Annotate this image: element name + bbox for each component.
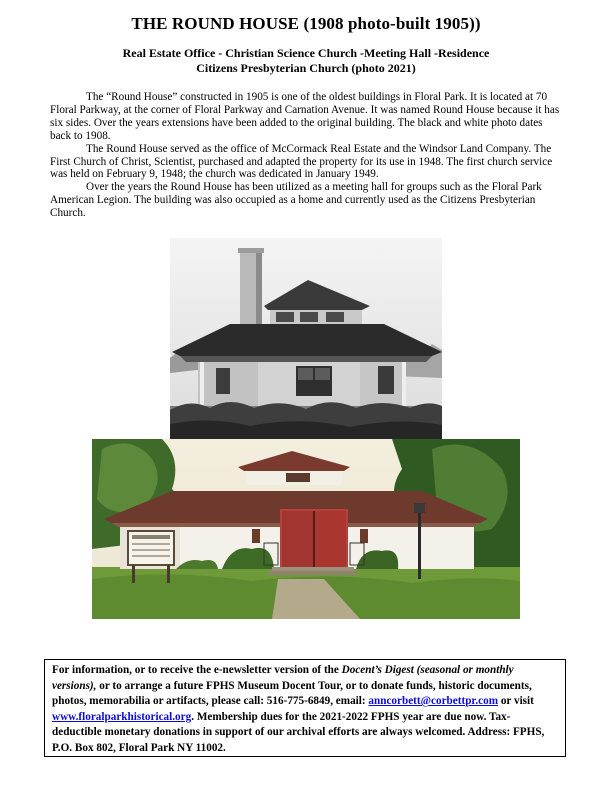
paragraph-3: Over the years the Round House has been utilized as a meeting hall for groups such as the Floral Park American Legion. The building was also occupied as a home and currently used as the Citizens Presbyterian Church. bbox=[50, 181, 542, 220]
info-text-3: or visit bbox=[498, 695, 534, 708]
info-text-2: or to arrange a future FPHS Museum Docent Tour, or to donate funds, historic documents, photos, memorabilia or artifacts, please call: 516-775-6849, email: bbox=[52, 679, 532, 708]
photo-1908-round-house bbox=[170, 238, 442, 439]
subtitle-line-1: Real Estate Office - Christian Science Church -Meeting Hall -Residence bbox=[122, 46, 490, 60]
photo-2021-image bbox=[92, 439, 520, 619]
article-body bbox=[50, 91, 562, 220]
info-text-4: . Membership dues for the 2021-2022 FPHS year are due now. Tax-deductible monetary donations in support of our archival efforts are always welcomed. Address: FPHS, P.O. Box 802, Floral Park NY 11002. bbox=[52, 710, 545, 754]
subtitle-line-2: Citizens Presbyterian Church (photo 2021) bbox=[196, 61, 416, 75]
photo-1908-image bbox=[170, 238, 442, 439]
info-italic-digest: Docent’s Digest (seasonal or monthly versions), bbox=[52, 664, 514, 692]
website-link[interactable]: www.floralparkhistorical.org bbox=[52, 710, 192, 723]
photo-2021-citizens-presbyterian-church bbox=[92, 439, 520, 619]
page-subtitle bbox=[0, 46, 612, 76]
contact-info-box bbox=[44, 659, 566, 757]
info-text-1: For information, or to receive the e-newsletter version of the bbox=[52, 664, 342, 676]
paragraph-1: The “Round House” constructed in 1905 is one of the oldest buildings in Floral Park. It is located at 70 Floral Parkway, at the corner of Floral Parkway and Carnation Avenue. It was named Round House because it has six sides. Over the years extensions have been added to the original building. The black and white photo dates back to 1908. bbox=[50, 91, 560, 142]
email-link[interactable]: anncorbett@corbettpr.com bbox=[368, 695, 499, 708]
page-title: THE ROUND HOUSE (1908 photo-built 1905)) bbox=[131, 14, 481, 33]
paragraph-2: The Round House served as the office of McCormack Real Estate and the Windsor Land Company. The First Church of Christ, Scientist, purchased and adapted the property for its use in 1948. The first church service was held on February 9, 1948; the church was dedicated in January 1949. bbox=[50, 142, 553, 181]
